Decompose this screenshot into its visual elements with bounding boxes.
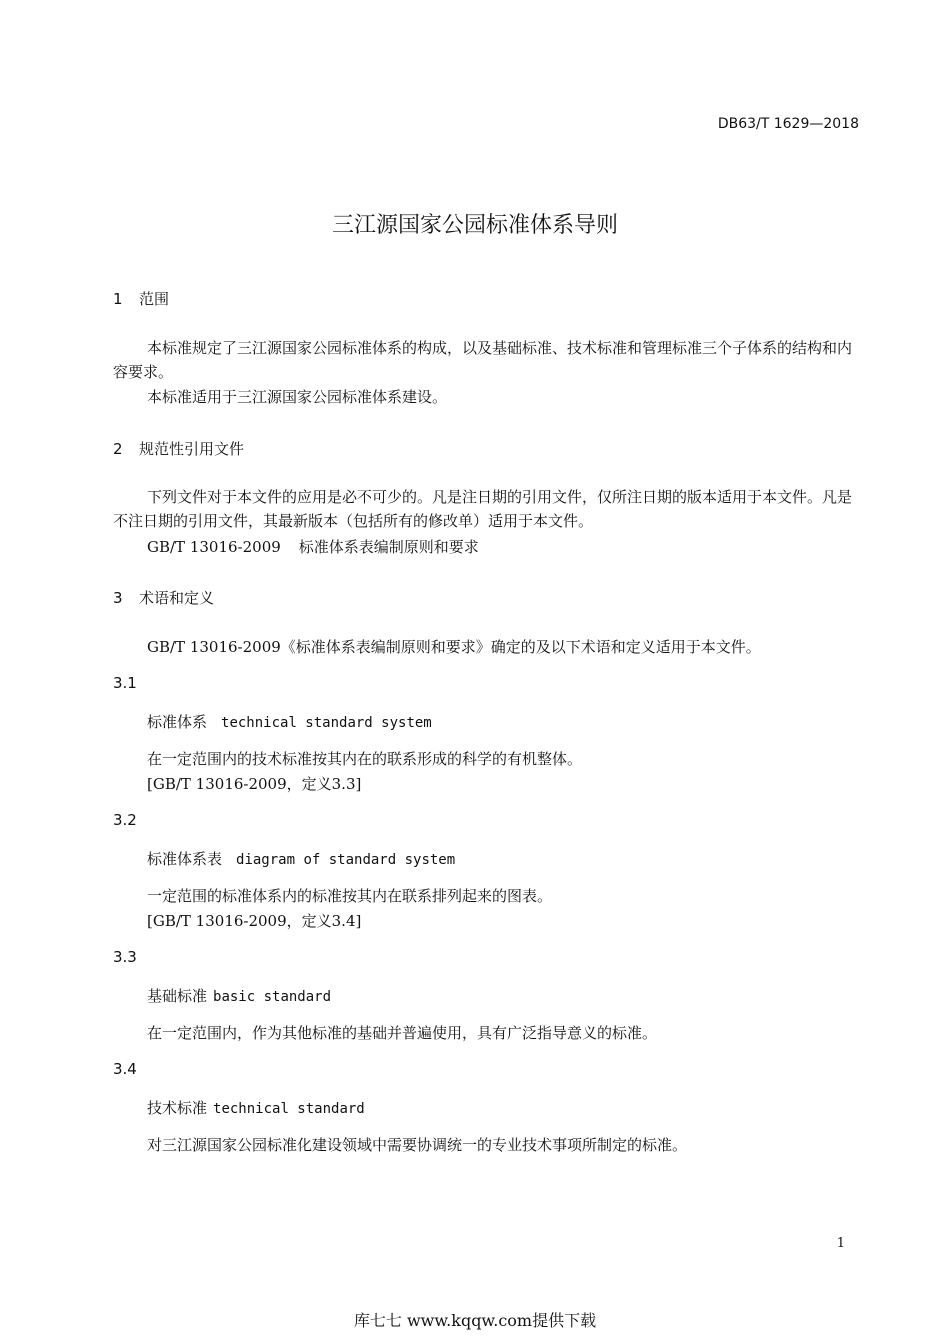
section-number: 3 [113, 589, 123, 607]
terms-intro: GB/T 13016-2009《标准体系表编制原则和要求》确定的及以下术语和定义适用于本文件。 [147, 638, 761, 656]
term-en: technical standard [213, 1101, 365, 1117]
term-heading [147, 1097, 365, 1118]
term-definition: 对三江源国家公园标准化建设领域中需要协调统一的专业技术事项所制定的标准。 [147, 1136, 688, 1154]
term-heading [147, 848, 455, 869]
section-heading-terms [113, 587, 214, 608]
section-number: 2 [113, 440, 123, 458]
term-source: [GB/T 13016-2009，定义3.4] [147, 912, 362, 930]
term-number: 3.2 [113, 811, 137, 829]
section-title: 范围 [139, 290, 170, 308]
term-en: technical standard system [221, 715, 432, 731]
document-code: DB63/T 1629—2018 [717, 116, 859, 132]
term-definition: 在一定范围内，作为其他标准的基础并普遍使用，具有广泛指导意义的标准。 [147, 1024, 658, 1042]
scope-paragraph-1: 本标准规定了三江源国家公园标准体系的构成，以及基础标准、技术标准和管理标准三个子体系的结构和内容要求。 [113, 339, 853, 381]
scope-paragraph-2: 本标准适用于三江源国家公园标准体系建设。 [147, 388, 448, 406]
section-title: 规范性引用文件 [139, 440, 245, 458]
document-title: 三江源国家公园标准体系导则 [331, 213, 618, 238]
term-number: 3.3 [113, 948, 137, 966]
term-definition: 一定范围的标准体系内的标准按其内在联系排列起来的图表。 [147, 887, 553, 905]
reference-item [147, 536, 479, 557]
term-heading [147, 985, 331, 1006]
term-zh: 技术标准 [147, 1099, 208, 1117]
section-title: 术语和定义 [139, 589, 215, 607]
term-heading [147, 711, 432, 732]
download-footer: 库七七 www.kqqw.com提供下载 [353, 1311, 597, 1330]
term-number: 3.1 [113, 674, 137, 692]
term-en: basic standard [213, 989, 332, 1005]
references-paragraph: 下列文件对于本文件的应用是必不可少的。凡是注日期的引用文件，仅所注日期的版本适用于本文件。凡是不注日期的引用文件，其最新版本（包括所有的修改单）适用于本文件。 [113, 488, 853, 530]
section-heading-scope [113, 288, 169, 309]
term-source: [GB/T 13016-2009，定义3.3] [147, 775, 362, 793]
term-zh: 基础标准 [147, 987, 208, 1005]
term-number: 3.4 [113, 1060, 137, 1078]
reference-code: GB/T 13016-2009 [147, 538, 281, 556]
section-number: 1 [113, 290, 123, 308]
term-en: diagram of standard system [236, 852, 456, 868]
reference-name: 标准体系表编制原则和要求 [298, 538, 479, 556]
term-zh: 标准体系 [147, 713, 208, 731]
term-zh: 标准体系表 [147, 850, 223, 868]
page-number: 1 [836, 1236, 845, 1251]
term-definition: 在一定范围内的技术标准按其内在的联系形成的科学的有机整体。 [147, 750, 583, 768]
section-heading-normative-references [113, 438, 244, 459]
